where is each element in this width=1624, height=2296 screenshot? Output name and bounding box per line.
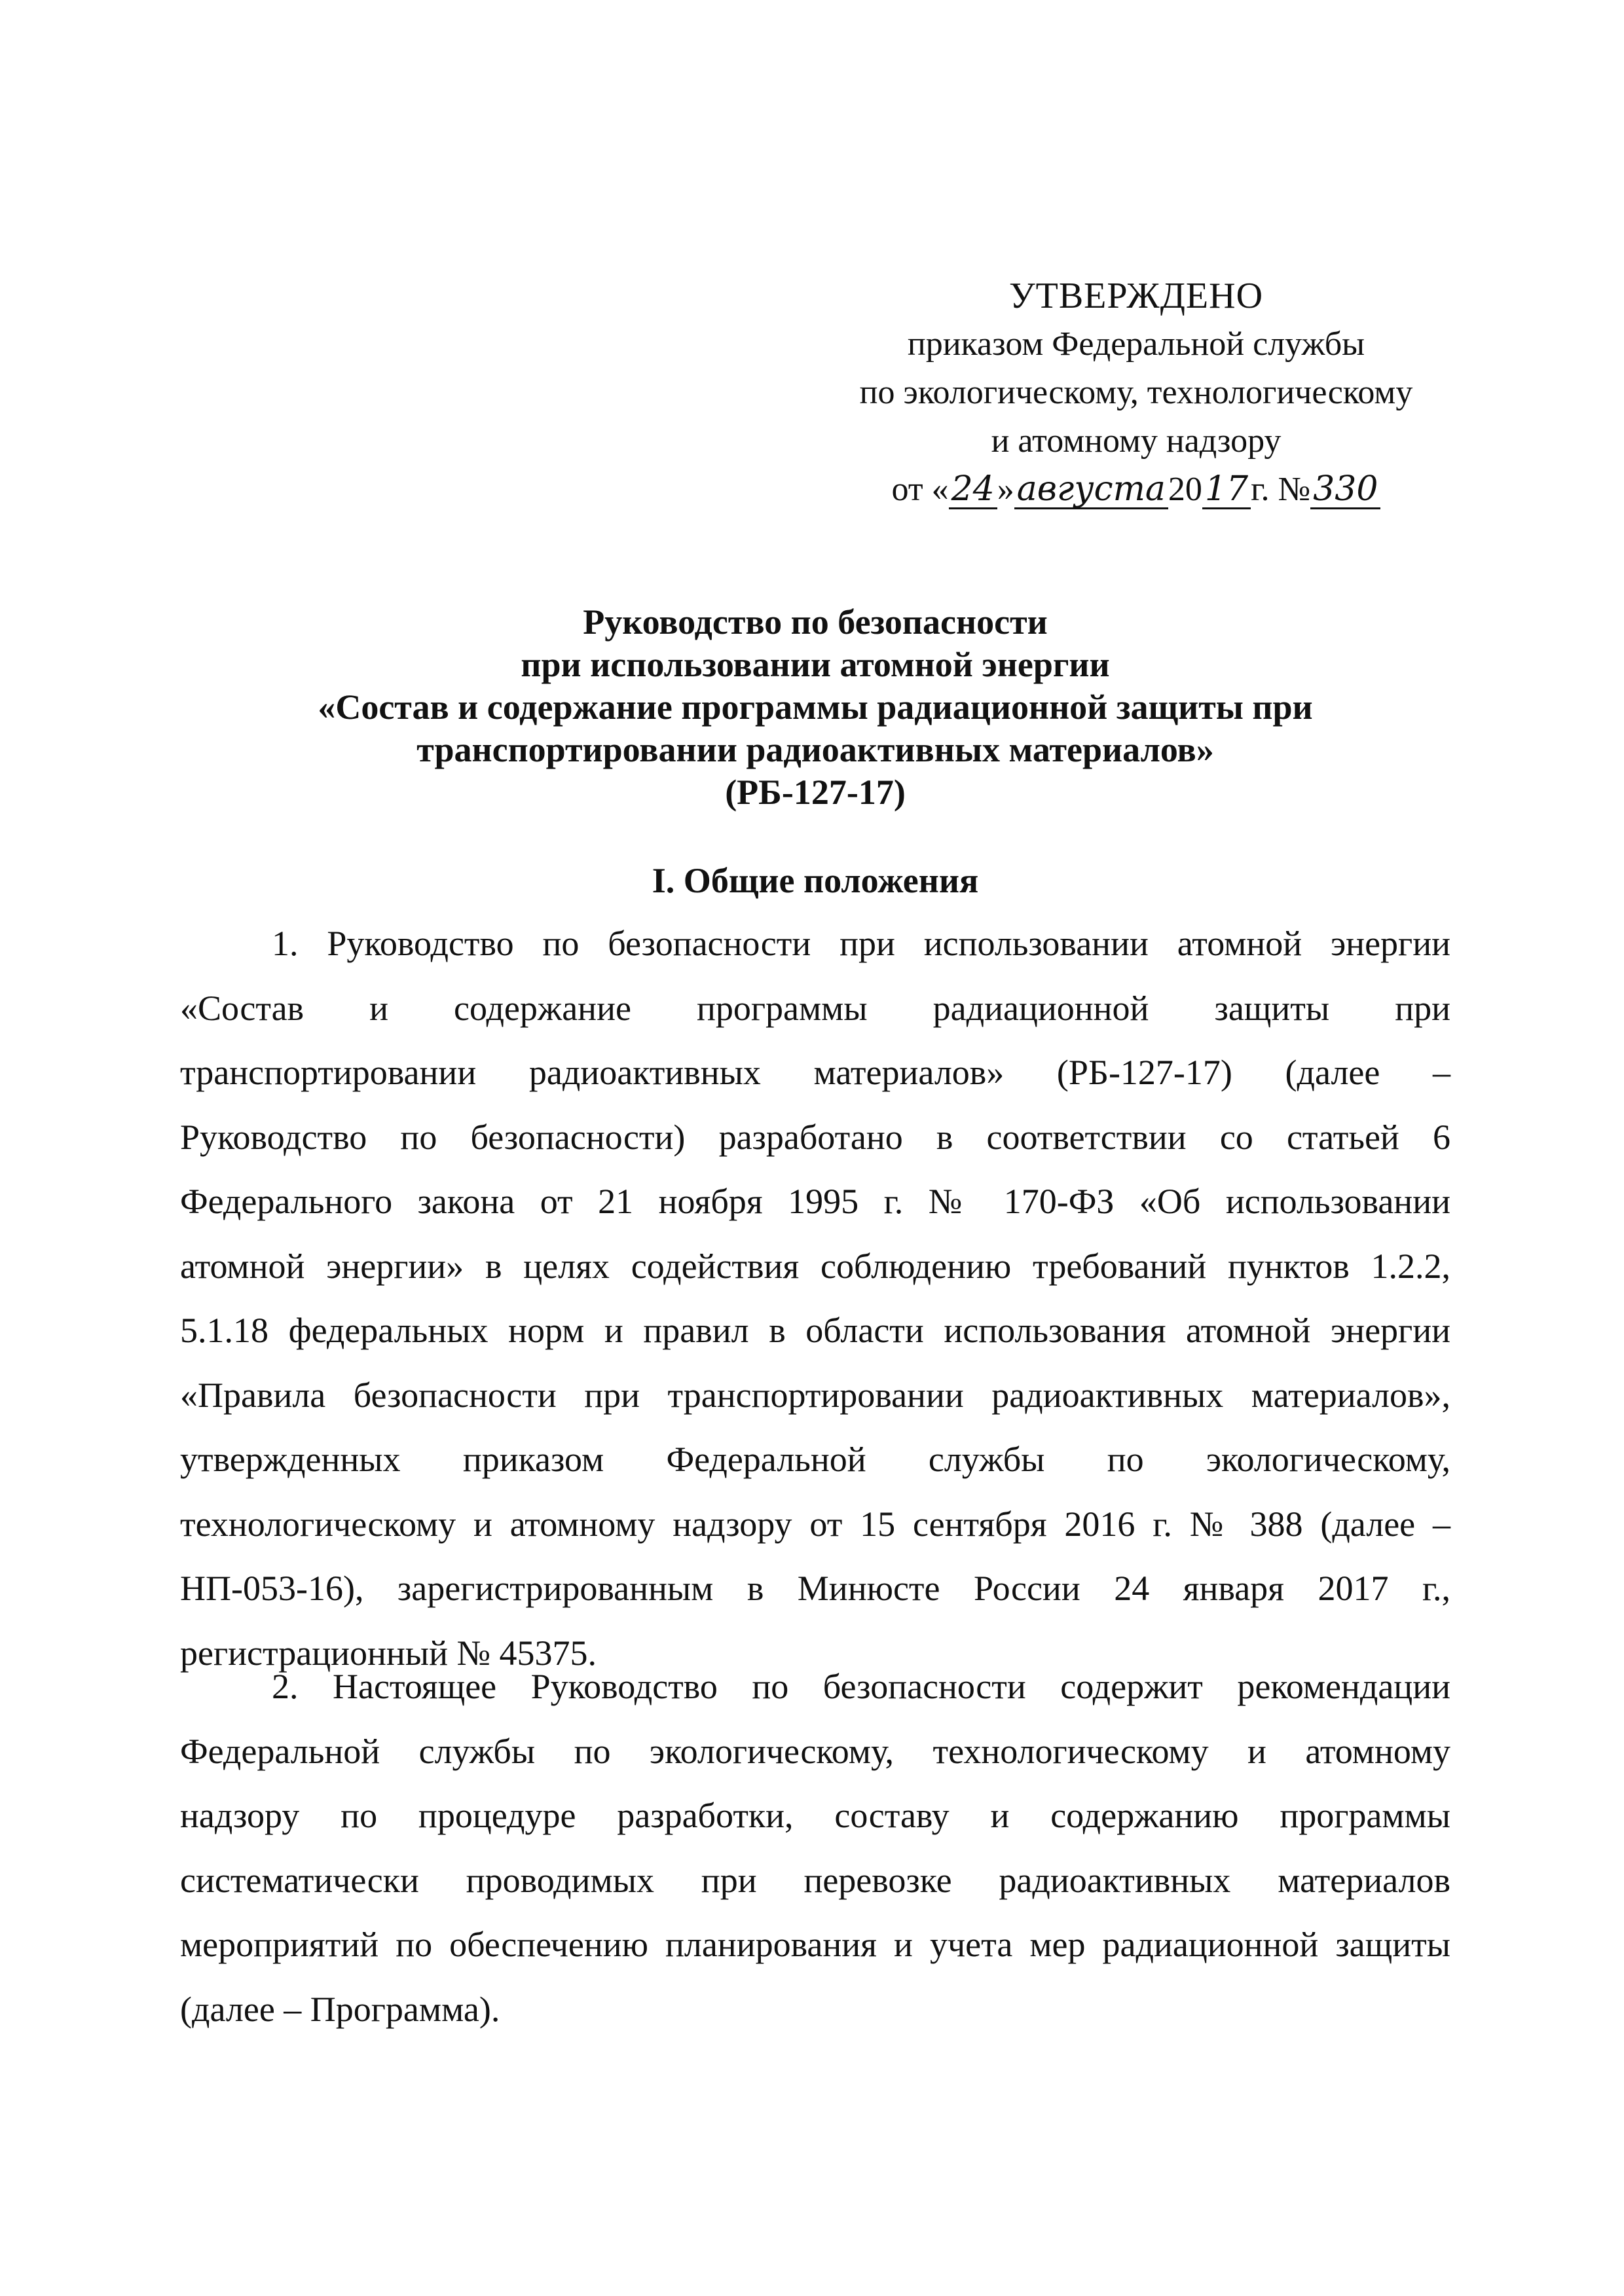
- text-line: (далее – Программа).: [180, 1989, 500, 2029]
- order-number-handwritten: 330: [1310, 471, 1380, 509]
- order-prefix: от «: [891, 471, 949, 508]
- approval-line: по экологическому, технологическому: [859, 374, 1413, 411]
- text-line: утвержденных приказом Федеральной службы по экологическому,: [180, 1440, 1450, 1479]
- title-line: Руководство по безопасности: [583, 602, 1048, 642]
- title-line: транспортировании радиоактивных материалов»: [416, 730, 1214, 769]
- approval-line: и атомному надзору: [991, 422, 1282, 460]
- text-line: систематически проводимых при перевозке радиоактивных материалов: [180, 1860, 1450, 1900]
- order-year-prefix: 20: [1168, 471, 1202, 508]
- order-date-number: [809, 465, 1464, 514]
- order-year-handwritten: 17: [1202, 471, 1251, 509]
- text-line: транспортировании радиоактивных материалов» (РБ-127-17) (далее –: [180, 1053, 1450, 1092]
- text-line: регистрационный № 45375.: [180, 1633, 597, 1673]
- text-line: НП-053-16), зарегистрированным в Минюсте России 24 января 2017 г.,: [180, 1569, 1450, 1608]
- title-line: «Состав и содержание программы радиационной защиты при: [318, 687, 1313, 727]
- text-line: Руководство по безопасности) разработано в соответствии со статьей 6: [180, 1117, 1450, 1157]
- text-line: 2. Настоящее Руководство по безопасности содержит рекомендации: [272, 1667, 1450, 1706]
- document-title: [183, 601, 1447, 814]
- order-year-end: г. №: [1251, 471, 1311, 508]
- text-line: Федеральной службы по экологическому, технологическому и атомному: [180, 1731, 1450, 1771]
- text-line: «Состав и содержание программы радиационной защиты при: [180, 988, 1450, 1028]
- order-quote-close: »: [997, 471, 1014, 508]
- text-line: мероприятий по обеспечению планирования и учета мер радиационной защиты: [180, 1925, 1450, 1964]
- paragraph-2: [180, 1654, 1450, 2041]
- order-month-handwritten: августа: [1014, 471, 1168, 509]
- title-line: при использовании атомной энергии: [521, 645, 1110, 684]
- text-line: 1. Руководство по безопасности при использовании атомной энергии: [272, 924, 1450, 963]
- approval-line: приказом Федеральной службы: [907, 325, 1365, 363]
- approval-heading: УТВЕРЖДЕНО: [1008, 276, 1264, 316]
- title-line: (РБ-127-17): [725, 773, 906, 812]
- approval-block: [809, 272, 1464, 514]
- order-day-handwritten: 24: [949, 471, 997, 509]
- text-line: 5.1.18 федеральных норм и правил в области использования атомной энергии: [180, 1311, 1450, 1350]
- paragraph-1: [180, 911, 1450, 1685]
- text-line: «Правила безопасности при транспортировании радиоактивных материалов»,: [180, 1375, 1450, 1415]
- text-line: надзору по процедуре разработки, составу и содержанию программы: [180, 1796, 1450, 1835]
- text-line: Федерального закона от 21 ноября 1995 г. № 170-ФЗ «Об использовании: [180, 1182, 1450, 1221]
- section-heading: I. Общие положения: [652, 861, 979, 900]
- text-line: технологическому и атомному надзору от 15 сентября 2016 г. № 388 (далее –: [180, 1504, 1450, 1544]
- text-line: атомной энергии» в целях содействия соблюдению требований пунктов 1.2.2,: [180, 1246, 1450, 1286]
